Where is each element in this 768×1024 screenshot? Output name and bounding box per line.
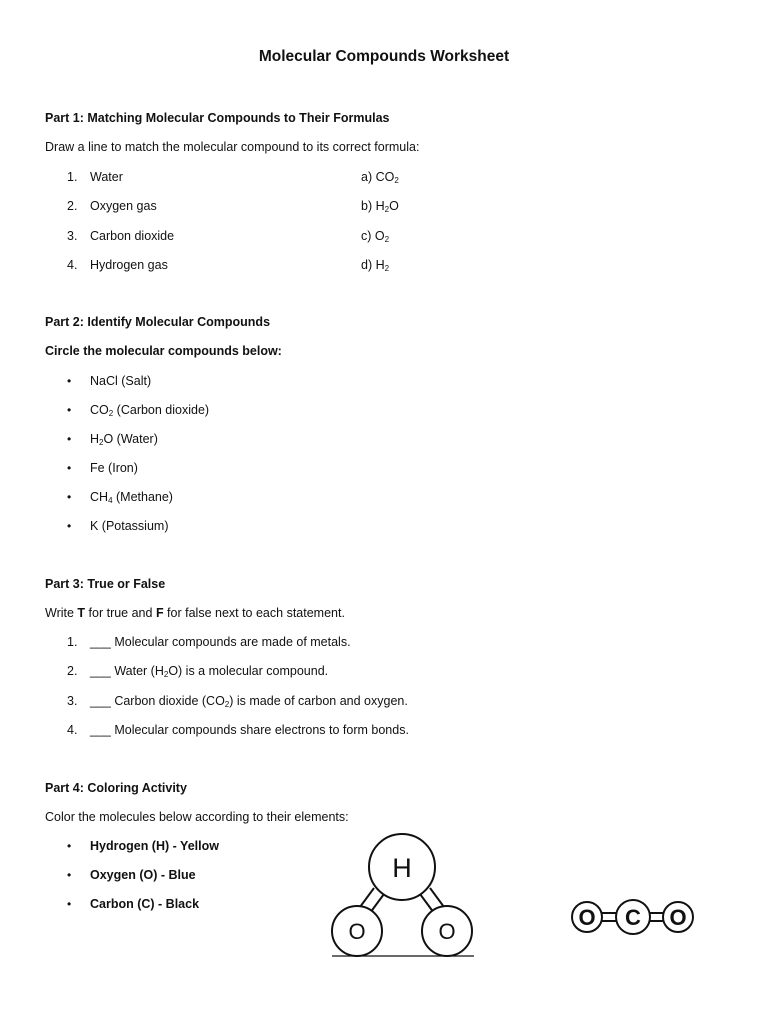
part3-instruction: Write T for true and F for false next to each statement. <box>45 606 345 620</box>
oxygen-label: O <box>669 905 687 930</box>
bullet: • <box>67 461 72 475</box>
oxygen-label: O <box>348 919 366 944</box>
color-key-carbon: Carbon (C) - Black <box>90 897 200 911</box>
part1-item-number: 2. <box>67 199 78 213</box>
bullet: • <box>67 403 72 417</box>
bullet: • <box>67 839 72 853</box>
bullet: • <box>67 490 72 504</box>
part1-item-name: Hydrogen gas <box>90 258 168 272</box>
part1-item-number: 1. <box>67 170 78 184</box>
bullet: • <box>67 432 72 446</box>
bullet: • <box>67 897 72 911</box>
part3-statement: ___ Water $(H_2O)$ is a molecular compound. <box>90 664 329 679</box>
part4-heading: Part 4: Coloring Activity <box>45 781 187 795</box>
part2-list-item: K (Potassium) <box>90 519 169 533</box>
part2-list-item: $H_2O$ (Water) <box>90 432 158 447</box>
co2-molecule-diagram <box>568 896 698 940</box>
part2-list-item: $CO_2$ (Carbon dioxide) <box>90 403 210 418</box>
hydrogen-label: H <box>392 853 412 883</box>
part3-item-number: 2. <box>67 664 78 678</box>
part3-statement: ___ Molecular compounds are made of metals. <box>90 635 351 649</box>
oxygen-label: O <box>578 905 596 930</box>
part1-item-name: Carbon dioxide <box>90 229 175 243</box>
part1-answer: d) $H_2$ <box>361 258 390 273</box>
part2-heading: Part 2: Identify Molecular Compounds <box>45 315 271 329</box>
color-key-hydrogen: Hydrogen (H) - Yellow <box>90 839 219 853</box>
bullet: • <box>67 519 72 533</box>
color-key-oxygen: Oxygen (O) - Blue <box>90 868 196 882</box>
part1-item-number: 3. <box>67 229 78 243</box>
part3-item-number: 1. <box>67 635 78 649</box>
page-title: Molecular Compounds Worksheet <box>258 48 510 65</box>
part1-item-name: Water <box>90 170 123 184</box>
carbon-label: C <box>625 905 641 930</box>
part1-instruction: Draw a line to match the molecular compound to its correct formula: <box>45 140 420 154</box>
part2-list-item: NaCl (Salt) <box>90 374 152 388</box>
part1-item-number: 4. <box>67 258 78 272</box>
bullet: • <box>67 868 72 882</box>
part1-item-name: Oxygen gas <box>90 199 157 213</box>
part4-instruction: Color the molecules below according to their elements: <box>45 810 349 824</box>
part2-instruction: Circle the molecular compounds below: <box>45 344 282 358</box>
part3-item-number: 3. <box>67 694 78 708</box>
part2-list-item: Fe (Iron) <box>90 461 138 475</box>
oxygen-label: O <box>438 919 456 944</box>
part3-heading: Part 3: True or False <box>45 577 166 591</box>
water-molecule-diagram <box>326 830 478 962</box>
part1-answer: b) $H_2O$ <box>361 199 399 214</box>
bullet: • <box>67 374 72 388</box>
part3-item-number: 4. <box>67 723 78 737</box>
part1-answer: a) $CO_2$ <box>361 170 399 185</box>
part2-list-item: $CH_4$ (Methane) <box>90 490 173 505</box>
part3-statement: ___ Molecular compounds share electrons to form bonds. <box>90 723 409 737</box>
part1-answer: c) $O_2$ <box>361 229 390 244</box>
part1-heading: Part 1: Matching Molecular Compounds to Their Formulas <box>45 111 390 125</box>
part3-statement: ___ Carbon dioxide $(CO_2)$ is made of carbon and oxygen. <box>90 694 408 709</box>
